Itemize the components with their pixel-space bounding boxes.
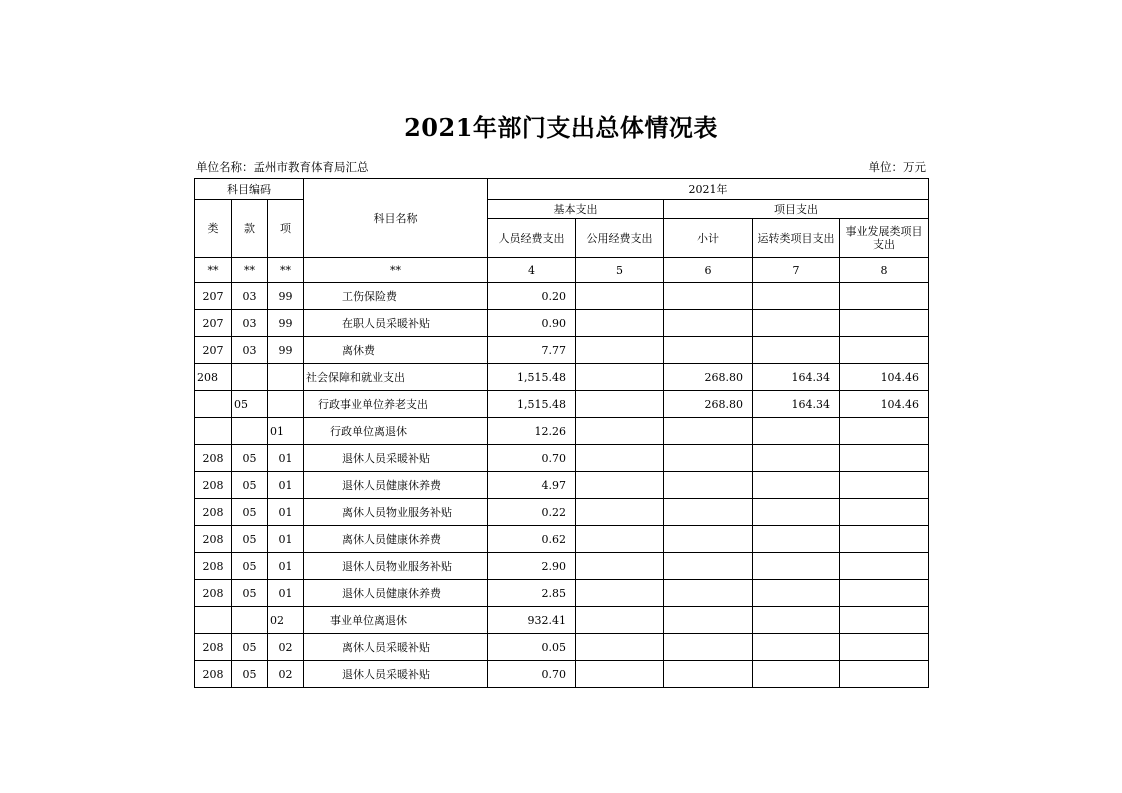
cell-name: 退休人员健康休养费 [304,472,488,499]
table-row [195,607,929,634]
cell-development [840,499,929,526]
cell-lei: 208 [195,553,232,580]
cell-public [576,634,664,661]
cell-operating [753,526,840,553]
cell-lei: 208 [195,580,232,607]
cell-lei: 207 [195,337,232,364]
cell-subtotal [664,499,753,526]
cell-name: 工伤保险费 [304,283,488,310]
cell-public [576,445,664,472]
cell-name: 社会保障和就业支出 [304,364,488,391]
cell-xiang: 99 [268,337,304,364]
cell-personnel: 0.90 [488,310,576,337]
cell-operating [753,472,840,499]
cell-personnel: 0.05 [488,634,576,661]
cell-public [576,607,664,634]
cell-public [576,580,664,607]
cell-lei: 208 [195,364,232,391]
cell-public [576,472,664,499]
expenditure-table [194,178,929,688]
cell-development [840,607,929,634]
header-basic: 基本支出 [488,200,664,219]
cell-lei: 207 [195,310,232,337]
cell-development [840,580,929,607]
cell-development [840,526,929,553]
cell-xiang: 01 [268,580,304,607]
cell-kuan: 05 [232,580,268,607]
table-row [195,418,929,445]
cell-public [576,553,664,580]
cell-public [576,526,664,553]
cell-subtotal [664,553,753,580]
cell-operating: 164.34 [753,364,840,391]
cell-xiang: 01 [268,445,304,472]
cell-subtotal [664,283,753,310]
index-cell: 7 [753,258,840,283]
cell-name: 行政事业单位养老支出 [304,391,488,418]
cell-personnel: 1,515.48 [488,364,576,391]
cell-name: 离休人员采暖补贴 [304,634,488,661]
header-project: 项目支出 [664,200,929,219]
table-row [195,391,929,418]
cell-public [576,391,664,418]
cell-personnel: 0.70 [488,661,576,688]
cell-development [840,661,929,688]
cell-kuan: 05 [232,499,268,526]
header-development: 事业发展类项目支出 [840,219,929,258]
cell-subtotal [664,337,753,364]
cell-subtotal [664,634,753,661]
header-subtotal: 小计 [664,219,753,258]
header-xiang: 项 [268,200,304,258]
header-year: 2021年 [488,179,929,200]
cell-subtotal: 268.80 [664,391,753,418]
cell-xiang: 01 [268,418,304,445]
cell-personnel: 4.97 [488,472,576,499]
cell-name: 退休人员健康休养费 [304,580,488,607]
cell-personnel: 0.70 [488,445,576,472]
cell-operating [753,553,840,580]
cell-public [576,283,664,310]
index-cell: ** [232,258,268,283]
header-subject-name: 科目名称 [304,179,488,258]
cell-subtotal [664,526,753,553]
cell-xiang: 02 [268,634,304,661]
cell-subtotal [664,607,753,634]
cell-development [840,418,929,445]
cell-operating [753,499,840,526]
cell-kuan: 05 [232,445,268,472]
cell-development: 104.46 [840,364,929,391]
cell-kuan: 03 [232,337,268,364]
table-row [195,553,929,580]
header-public: 公用经费支出 [576,219,664,258]
cell-subtotal [664,661,753,688]
cell-development [840,472,929,499]
table-row [195,499,929,526]
table-row [195,364,929,391]
cell-kuan: 05 [232,526,268,553]
index-cell: 8 [840,258,929,283]
table-row [195,310,929,337]
cell-kuan: 05 [232,634,268,661]
cell-name: 事业单位离退休 [304,607,488,634]
cell-operating: 164.34 [753,391,840,418]
cell-operating [753,418,840,445]
table-row [195,634,929,661]
cell-lei: 208 [195,445,232,472]
cell-public [576,310,664,337]
index-cell: 4 [488,258,576,283]
cell-personnel: 0.62 [488,526,576,553]
cell-subtotal [664,472,753,499]
cell-development [840,337,929,364]
cell-kuan [232,607,268,634]
cell-operating [753,445,840,472]
cell-xiang: 01 [268,499,304,526]
index-cell: ** [268,258,304,283]
cell-operating [753,607,840,634]
cell-subtotal [664,310,753,337]
table-row [195,526,929,553]
cell-kuan [232,418,268,445]
cell-development [840,445,929,472]
cell-personnel: 0.20 [488,283,576,310]
cell-xiang [268,391,304,418]
cell-name: 离休费 [304,337,488,364]
cell-xiang: 99 [268,283,304,310]
cell-public [576,337,664,364]
header-personnel: 人员经费支出 [488,219,576,258]
cell-public [576,364,664,391]
cell-public [576,499,664,526]
cell-kuan: 03 [232,310,268,337]
header-code-group: 科目编码 [195,179,304,200]
cell-subtotal [664,580,753,607]
table-row [195,445,929,472]
cell-personnel: 932.41 [488,607,576,634]
cell-name: 退休人员采暖补贴 [304,661,488,688]
cell-development: 104.46 [840,391,929,418]
table-row [195,580,929,607]
unit-name: 单位名称：孟州市教育体育局汇总 [196,160,369,174]
table-row [195,472,929,499]
cell-operating [753,310,840,337]
cell-name: 离休人员物业服务补贴 [304,499,488,526]
index-cell: 6 [664,258,753,283]
header-lei: 类 [195,200,232,258]
cell-operating [753,634,840,661]
page-title: 2021年部门支出总体情况表 [404,113,718,142]
cell-kuan: 03 [232,283,268,310]
cell-lei: 208 [195,661,232,688]
cell-operating [753,661,840,688]
index-cell: 5 [576,258,664,283]
cell-lei: 208 [195,499,232,526]
cell-xiang: 02 [268,661,304,688]
cell-kuan: 05 [232,661,268,688]
table-row [195,661,929,688]
cell-lei: 207 [195,283,232,310]
cell-operating [753,337,840,364]
cell-lei: 208 [195,472,232,499]
cell-subtotal [664,445,753,472]
cell-name: 行政单位离退休 [304,418,488,445]
cell-development [840,634,929,661]
cell-name: 离休人员健康休养费 [304,526,488,553]
cell-kuan: 05 [232,472,268,499]
cell-operating [753,580,840,607]
cell-name: 退休人员物业服务补贴 [304,553,488,580]
cell-operating [753,283,840,310]
cell-lei: 208 [195,634,232,661]
cell-xiang [268,364,304,391]
cell-xiang: 02 [268,607,304,634]
index-cell: ** [304,258,488,283]
cell-xiang: 01 [268,526,304,553]
cell-personnel: 2.90 [488,553,576,580]
cell-xiang: 99 [268,310,304,337]
cell-kuan [232,364,268,391]
cell-subtotal [664,418,753,445]
cell-subtotal: 268.80 [664,364,753,391]
cell-kuan: 05 [232,391,268,418]
cell-personnel: 1,515.48 [488,391,576,418]
cell-lei [195,607,232,634]
cell-xiang: 01 [268,553,304,580]
cell-kuan: 05 [232,553,268,580]
cell-personnel: 12.26 [488,418,576,445]
cell-name: 在职人员采暖补贴 [304,310,488,337]
cell-lei: 208 [195,526,232,553]
cell-personnel: 7.77 [488,337,576,364]
cell-development [840,283,929,310]
header-operating: 运转类项目支出 [753,219,840,258]
cell-personnel: 2.85 [488,580,576,607]
table-row [195,283,929,310]
index-cell: ** [195,258,232,283]
cell-xiang: 01 [268,472,304,499]
cell-personnel: 0.22 [488,499,576,526]
table-row [195,337,929,364]
cell-development [840,310,929,337]
unit-label: 单位：万元 [868,160,926,174]
cell-development [840,553,929,580]
cell-public [576,661,664,688]
cell-name: 退休人员采暖补贴 [304,445,488,472]
cell-lei [195,418,232,445]
header-kuan: 款 [232,200,268,258]
cell-public [576,418,664,445]
cell-lei [195,391,232,418]
